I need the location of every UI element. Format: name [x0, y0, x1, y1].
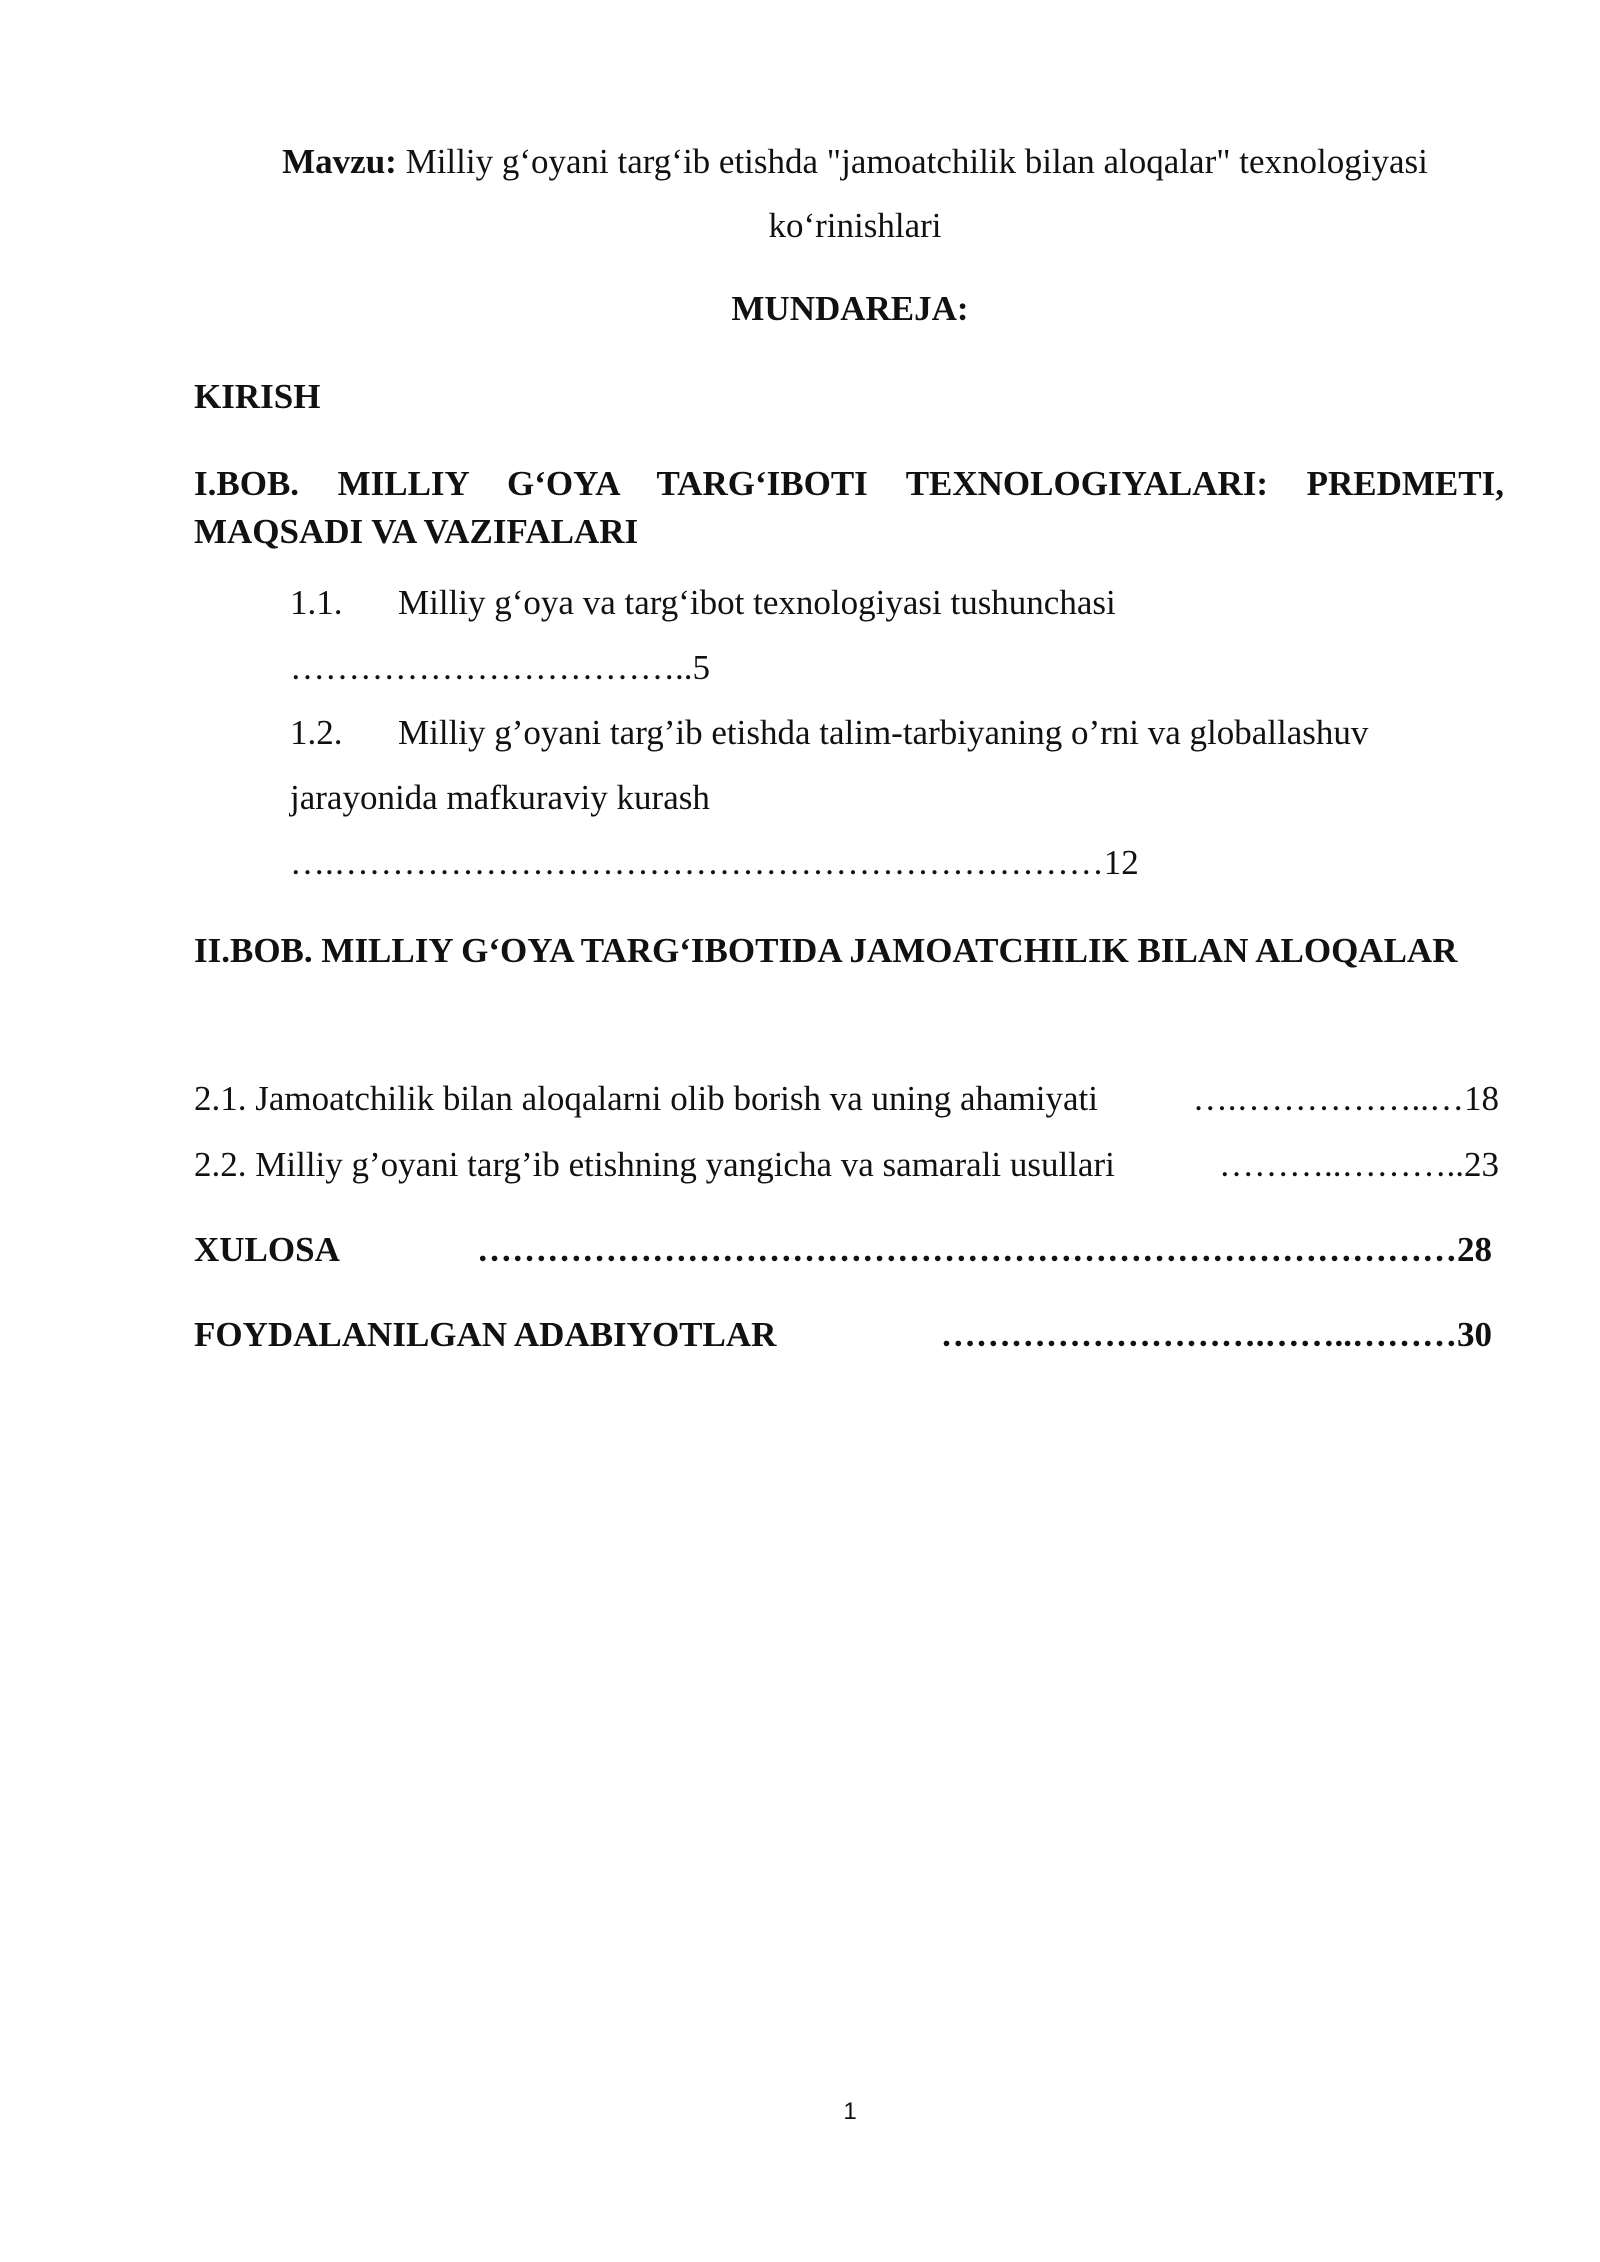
toc-section-2-1 [194, 1074, 1499, 1124]
toc-entry-kirish: KIRISH [194, 377, 321, 416]
section-page-leader: ….…………………………………………………………12 [290, 843, 1139, 882]
section-page-leader: ….……………..…18 [1192, 1079, 1499, 1118]
section-title: Milliy g‘oya va targ‘ibot texnologiyasi tushunchasi [398, 583, 1116, 622]
section-number: 1.2. [290, 713, 343, 752]
section-title: 2.2. Milliy g’oyani targ’ib etishning yangicha va samarali usullari [194, 1145, 1115, 1184]
topic-label: Mavzu: [282, 142, 397, 181]
topic-text: Milliy g‘oyani targ‘ib etishda "jamoatchilik bilan aloqalar" texnologiyasi ko‘rinishlari [396, 142, 1428, 245]
section-page-leader: ………..………..23 [1219, 1145, 1499, 1184]
section-title: 2.1. Jamoatchilik bilan aloqalarni olib borish va uning ahamiyati [194, 1079, 1098, 1118]
document-topic [220, 130, 1490, 258]
toc-section-2-2 [194, 1140, 1499, 1190]
section-page-leader: ……………………………..5 [290, 648, 710, 687]
entry-title: XULOSA [194, 1230, 340, 1269]
toc-entry-xulosa [194, 1225, 1492, 1275]
entry-title: FOYDALANILGAN ADABIYOTLAR [194, 1315, 777, 1354]
toc-entry-adabiyotlar [194, 1310, 1492, 1360]
section-number: 1.1. [290, 583, 343, 622]
toc-section-1-2 [290, 700, 1490, 895]
toc-heading: MUNDAREJA: [731, 289, 969, 328]
entry-page-leader: …………………………………………………………………………28 [477, 1230, 1492, 1269]
toc-section-1-1 [290, 570, 1490, 700]
toc-chapter-1: I.BOB. MILLIY G‘OYA TARG‘IBOTI TEXNOLOGIYALARI: PREDMETI, MAQSADI VA VAZIFALARI [194, 464, 1504, 551]
section-title: Milliy g’oyani targ’ib etishda talim-tarbiyaning o’rni va globallashuv jarayonida mafkuraviy kurash [290, 713, 1369, 817]
entry-page-leader: ……………………….……..………30 [940, 1315, 1492, 1354]
toc-chapter-2: II.BOB. MILLIY G‘OYA TARG‘IBOTIDA JAMOATCHILIK BILAN ALOQALAR [194, 931, 1458, 970]
page-number: 1 [843, 2098, 857, 2125]
